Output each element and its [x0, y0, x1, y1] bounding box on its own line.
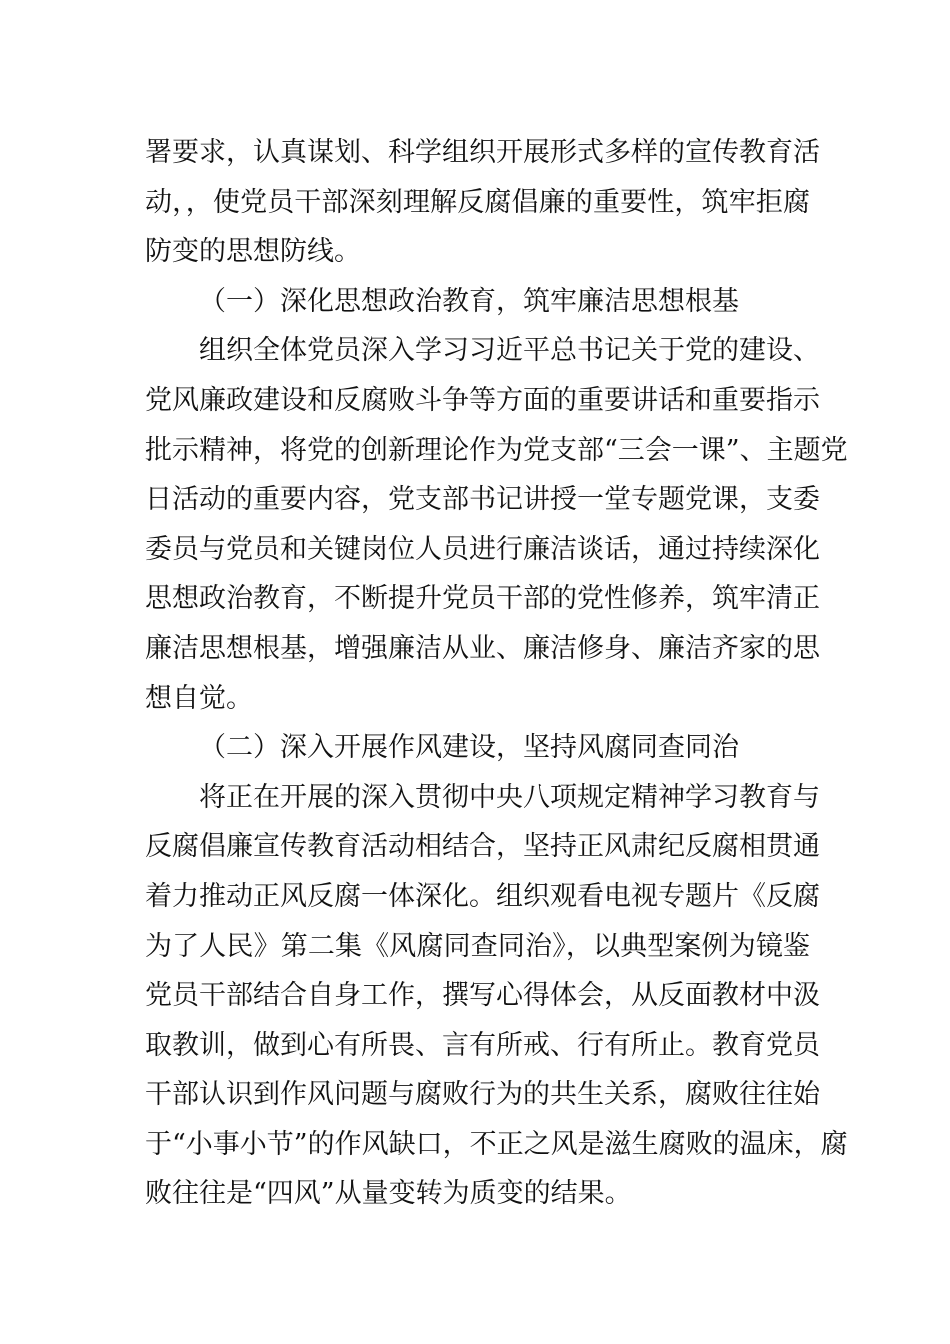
text-line: 批示精神，将党的创新理论作为党支部“三会一课”、主题党	[145, 434, 848, 466]
section-heading	[145, 723, 810, 773]
text-line: 党风廉政建设和反腐败斗争等方面的重要讲话和重要指示	[145, 384, 820, 416]
text-line: 将正在开展的深入贯彻中央八项规定精神学习教育与	[199, 781, 820, 813]
document-body	[145, 128, 848, 1219]
text-line: 着力推动正风反腐一体深化。组织观看电视专题片《反腐	[145, 880, 820, 912]
paragraph	[145, 128, 820, 277]
text-line: 为了人民》第二集《风腐同查同治》，以典型案例为镜鉴	[145, 930, 810, 962]
text-line: 党员干部结合自身工作，撰写心得体会，从反面教材中汲	[145, 980, 820, 1012]
heading-line: （一）深化思想政治教育，筑牢廉洁思想根基	[199, 285, 739, 317]
text-line: 于“小事小节”的作风缺口，不正之风是滋生腐败的温床，腐	[145, 1128, 848, 1160]
text-line: 防变的思想防线。	[145, 236, 361, 268]
text-line: 署要求，认真谋划、科学组织开展形式多样的宣传教育活	[145, 137, 820, 168]
text-line: 取教训，做到心有所畏、言有所戒、行有所止。教育党员	[145, 1029, 820, 1061]
paragraph	[145, 773, 848, 1219]
paragraph	[145, 326, 848, 723]
heading-line: （二）深入开展作风建设，坚持风腐同查同治	[199, 732, 739, 764]
text-line: 反腐倡廉宣传教育活动相结合，坚持正风肃纪反腐相贯通	[145, 831, 820, 863]
text-line: 思想政治教育，不断提升党员干部的党性修养，筑牢清正	[145, 583, 820, 615]
text-line: 动，，使党员干部深刻理解反腐倡廉的重要性，筑牢拒腐	[145, 186, 810, 218]
text-line: 组织全体党员深入学习习近平总书记关于党的建设、	[199, 335, 820, 367]
text-line: 委员与党员和关键岗位人员进行廉洁谈话，通过持续深化	[145, 533, 820, 565]
section-heading	[145, 277, 810, 327]
text-line: 廉洁思想根基，增强廉洁从业、廉洁修身、廉洁齐家的思	[145, 632, 820, 664]
text-line: 干部认识到作风问题与腐败行为的共生关系，腐败往往始	[145, 1079, 820, 1111]
text-line: 败往往是“四风”从量变转为质变的结果。	[145, 1178, 632, 1210]
text-line: 日活动的重要内容，党支部书记讲授一堂专题党课，支委	[145, 484, 820, 516]
text-line: 想自觉。	[145, 682, 253, 714]
